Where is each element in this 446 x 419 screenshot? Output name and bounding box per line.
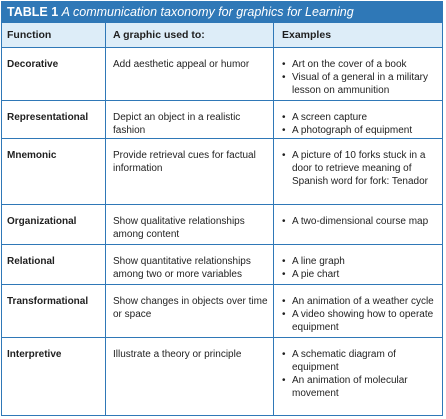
- use-cell: Add aesthetic appeal or humor: [106, 48, 274, 100]
- taxonomy-table: [1, 1, 443, 416]
- table-row: [2, 139, 442, 205]
- use-cell: Show quantitative relationships among two or more variables: [106, 245, 274, 284]
- table-row: [2, 48, 442, 101]
- table-title: [2, 2, 442, 23]
- function-cell: Mnemonic: [2, 139, 106, 204]
- function-cell: Transformational: [2, 285, 106, 337]
- example-item: • An animation of a weather cycle: [282, 295, 436, 308]
- table-label: TABLE 1: [7, 5, 59, 19]
- use-cell: Illustrate a theory or principle: [106, 338, 274, 416]
- examples-cell: [274, 245, 442, 284]
- example-item: • A line graph: [282, 255, 436, 268]
- example-item: • A pie chart: [282, 268, 436, 281]
- examples-cell: [274, 205, 442, 244]
- use-cell: Show changes in objects over time or space: [106, 285, 274, 337]
- table-row: [2, 205, 442, 245]
- table-row: [2, 338, 442, 416]
- example-item: • A two-dimensional course map: [282, 215, 436, 228]
- function-cell: Organizational: [2, 205, 106, 244]
- examples-cell: [274, 285, 442, 337]
- use-cell: Depict an object in a realistic fashion: [106, 101, 274, 138]
- function-cell: Decorative: [2, 48, 106, 100]
- example-item: • Art on the cover of a book: [282, 58, 436, 71]
- example-item: • A picture of 10 forks stuck in a door to retrieve meaning of Spanish word for fork: Tenador: [282, 149, 436, 188]
- use-cell: Show qualitative relationships among content: [106, 205, 274, 244]
- examples-cell: [274, 48, 442, 100]
- example-item: • A screen capture: [282, 111, 436, 124]
- table-row: [2, 285, 442, 338]
- examples-cell: [274, 101, 442, 138]
- table-row: [2, 245, 442, 285]
- example-item: • Visual of a general in a military lesson on ammunition: [282, 71, 436, 97]
- table-body: [2, 48, 442, 416]
- table-row: [2, 101, 442, 139]
- use-cell: Provide retrieval cues for factual information: [106, 139, 274, 204]
- examples-cell: [274, 338, 442, 416]
- examples-cell: [274, 139, 442, 204]
- example-item: • A video showing how to operate equipment: [282, 308, 436, 334]
- header-examples: Examples: [282, 29, 332, 41]
- table-header-row: [2, 23, 442, 48]
- example-item: • An animation of molecular movement: [282, 374, 436, 400]
- example-item: • A schematic diagram of equipment: [282, 348, 436, 374]
- function-cell: Relational: [2, 245, 106, 284]
- header-function: Function: [2, 23, 106, 47]
- example-item: • A photograph of equipment: [282, 124, 436, 137]
- table-caption: A communication taxonomy for graphics for Learning: [61, 5, 354, 19]
- function-cell: Interpretive: [2, 338, 106, 416]
- header-graphic-use: A graphic used to:: [106, 23, 274, 47]
- function-cell: Representational: [2, 101, 106, 138]
